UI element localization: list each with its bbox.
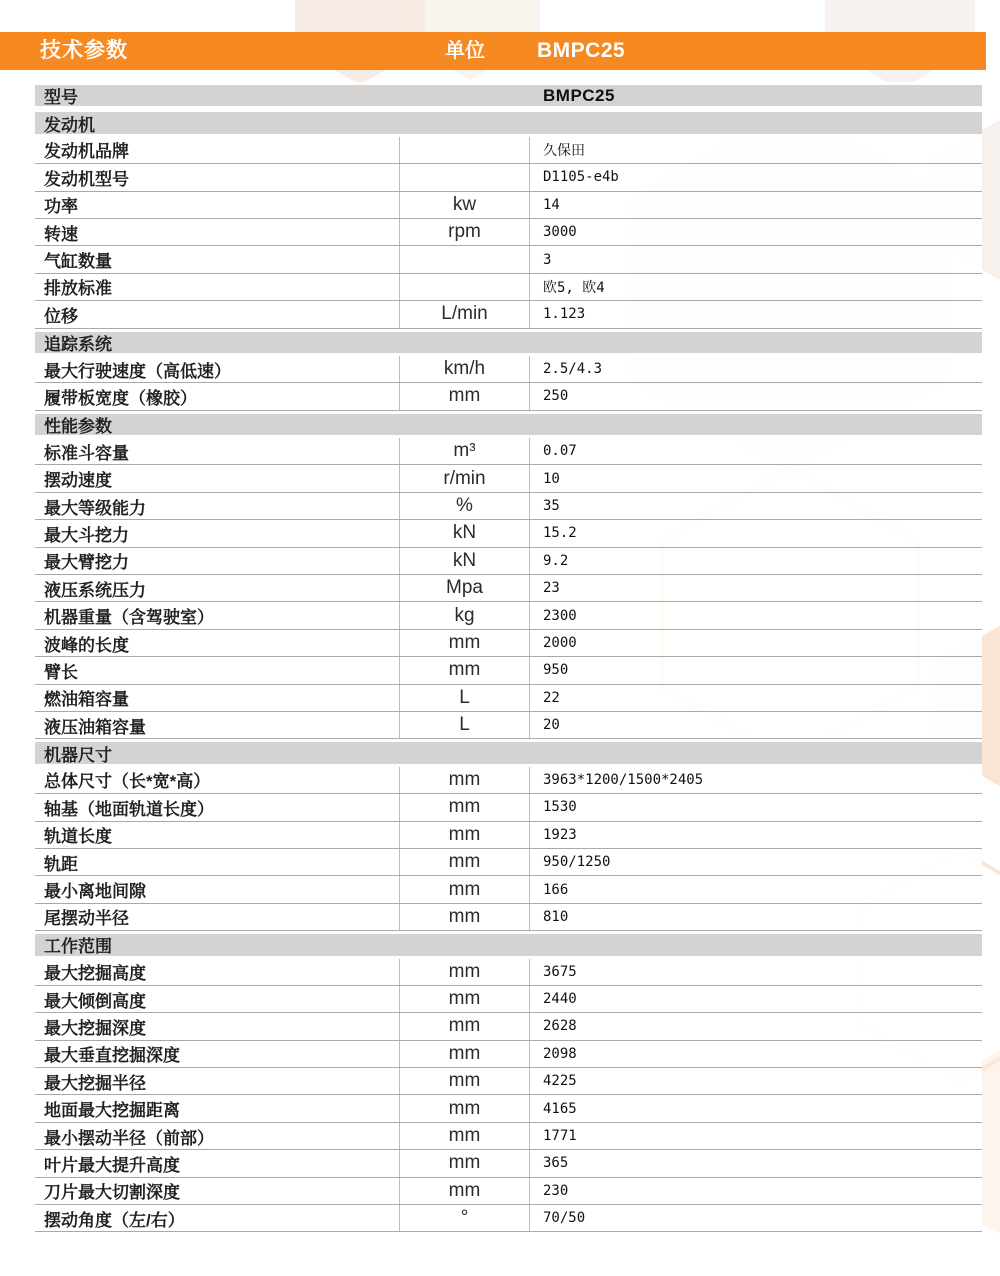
param-unit: mm xyxy=(400,1150,530,1176)
param-value: 久保田 xyxy=(543,142,585,159)
param-label: 臂长 xyxy=(35,657,400,683)
param-value: 23 xyxy=(543,580,560,597)
table-row xyxy=(35,1150,982,1177)
model-column-header: BMPC25 xyxy=(537,39,626,62)
table-row xyxy=(35,712,982,739)
section-label: 发动机 xyxy=(44,115,95,134)
param-label: 最大斗挖力 xyxy=(35,520,400,546)
param-value: 欧5, 欧4 xyxy=(543,279,605,296)
param-value: BMPC25 xyxy=(543,85,615,105)
param-unit: ° xyxy=(400,1205,530,1231)
param-value: 2300 xyxy=(543,607,577,624)
table-row xyxy=(35,1205,982,1232)
table-row xyxy=(35,876,982,903)
table-row xyxy=(35,794,982,821)
param-value: 950/1250 xyxy=(543,854,611,871)
param-unit: mm xyxy=(400,657,530,683)
section-header-row xyxy=(35,109,982,136)
param-value: 14 xyxy=(543,196,560,213)
section-label: 机器尺寸 xyxy=(44,745,112,764)
table-row xyxy=(35,767,982,794)
param-label: 液压油箱容量 xyxy=(35,712,400,738)
param-unit: kN xyxy=(400,520,530,546)
table-row xyxy=(35,1178,982,1205)
param-value: 2000 xyxy=(543,635,577,651)
param-unit: r/min xyxy=(400,465,530,491)
table-row xyxy=(35,685,982,712)
param-label: 轨道长度 xyxy=(35,822,400,848)
param-unit: mm xyxy=(400,794,530,820)
section-label: 工作范围 xyxy=(44,937,112,956)
param-label: 发动机品牌 xyxy=(35,137,400,163)
param-unit: rpm xyxy=(400,219,530,245)
param-unit: kw xyxy=(400,192,530,218)
param-unit: kN xyxy=(400,548,530,574)
param-label: 地面最大挖掘距离 xyxy=(35,1095,400,1121)
param-value: 4225 xyxy=(543,1073,577,1090)
param-unit: mm xyxy=(400,383,530,409)
param-value: 20 xyxy=(543,717,560,734)
table-row xyxy=(35,1041,982,1068)
param-value: 1923 xyxy=(543,826,577,843)
table-row xyxy=(35,246,982,273)
table-row xyxy=(35,274,982,301)
table-row xyxy=(35,219,982,246)
param-unit: mm xyxy=(400,1041,530,1067)
param-value: 950 xyxy=(543,662,569,679)
page-title: 技术参数 xyxy=(40,39,128,62)
param-label: 最大倾倒高度 xyxy=(35,986,400,1012)
param-unit xyxy=(400,274,530,300)
param-unit: mm xyxy=(400,849,530,875)
param-label: 最大臂挖力 xyxy=(35,548,400,574)
param-value: 250 xyxy=(543,388,569,405)
section-header-row xyxy=(35,411,982,438)
param-value: 3675 xyxy=(543,963,577,980)
param-label: 刀片最大切割深度 xyxy=(35,1178,400,1204)
param-label: 轴基（地面轨道长度） xyxy=(35,794,400,820)
param-value: 1530 xyxy=(543,799,577,816)
param-value: 1.123 xyxy=(543,306,586,323)
param-unit: % xyxy=(400,493,530,519)
param-value: 10 xyxy=(543,470,560,487)
param-unit xyxy=(400,137,530,163)
param-value: 3963*1200/1500*2405 xyxy=(543,771,704,788)
param-label: 功率 xyxy=(35,192,400,218)
param-label: 波峰的长度 xyxy=(35,630,400,656)
table-row xyxy=(35,493,982,520)
param-value: 2440 xyxy=(543,991,577,1008)
param-label: 摆动速度 xyxy=(35,465,400,491)
param-value: 15.2 xyxy=(543,525,577,542)
table-row xyxy=(35,959,982,986)
param-label: 最大挖掘深度 xyxy=(35,1013,400,1039)
table-row xyxy=(35,849,982,876)
table-row xyxy=(35,192,982,219)
section-header-row xyxy=(35,329,982,356)
param-label: 最大行驶速度（高低速） xyxy=(35,356,400,382)
param-unit: L xyxy=(400,685,530,711)
table-row xyxy=(35,822,982,849)
section-header-row xyxy=(35,931,982,958)
param-value: 1771 xyxy=(543,1128,577,1145)
table-row xyxy=(35,1123,982,1150)
param-label: 排放标准 xyxy=(35,274,400,300)
param-unit: mm xyxy=(400,767,530,793)
param-unit: mm xyxy=(400,1123,530,1149)
param-label: 最大挖掘高度 xyxy=(35,959,400,985)
param-unit xyxy=(400,246,530,272)
param-label: 液压系统压力 xyxy=(35,575,400,601)
param-label: 标准斗容量 xyxy=(35,438,400,464)
param-label: 叶片最大提升高度 xyxy=(35,1150,400,1176)
param-label: 最大等级能力 xyxy=(35,493,400,519)
table-row xyxy=(35,986,982,1013)
param-value: 230 xyxy=(543,1182,569,1199)
param-unit: Mpa xyxy=(400,575,530,601)
spec-table xyxy=(35,82,982,1232)
param-unit: mm xyxy=(400,822,530,848)
table-row xyxy=(35,520,982,547)
section-header-row xyxy=(35,739,982,766)
param-label: 型号 xyxy=(44,88,78,107)
table-row xyxy=(35,602,982,629)
param-unit: mm xyxy=(400,1178,530,1204)
param-value: 22 xyxy=(543,689,560,706)
param-value: 70/50 xyxy=(543,1210,586,1227)
param-unit: mm xyxy=(400,986,530,1012)
header-bar xyxy=(0,32,986,70)
param-value: 2628 xyxy=(543,1018,577,1035)
param-unit xyxy=(400,164,530,190)
table-row xyxy=(35,301,982,328)
table-row xyxy=(35,1013,982,1040)
param-label: 最大垂直挖掘深度 xyxy=(35,1041,400,1067)
table-row xyxy=(35,657,982,684)
table-row xyxy=(35,575,982,602)
table-row xyxy=(35,1068,982,1095)
param-unit: mm xyxy=(400,1095,530,1121)
param-value: D1105-e4b xyxy=(543,169,619,186)
param-value: 365 xyxy=(543,1155,569,1172)
param-label: 机器重量（含驾驶室） xyxy=(35,602,400,628)
param-unit: mm xyxy=(400,630,530,656)
param-label: 最小离地间隙 xyxy=(35,876,400,902)
param-label: 最小摆动半径（前部） xyxy=(35,1123,400,1149)
param-label: 最大挖掘半径 xyxy=(35,1068,400,1094)
table-row xyxy=(35,383,982,410)
param-label: 尾摆动半径 xyxy=(35,904,400,930)
param-unit: L xyxy=(400,712,530,738)
param-label: 燃油箱容量 xyxy=(35,685,400,711)
table-row xyxy=(35,630,982,657)
param-label: 履带板宽度（橡胶） xyxy=(35,383,400,409)
table-row xyxy=(35,438,982,465)
table-row xyxy=(35,465,982,492)
section-label: 追踪系统 xyxy=(44,334,112,353)
param-label: 摆动角度（左/右） xyxy=(35,1205,400,1231)
param-value: 3 xyxy=(543,251,552,268)
param-unit xyxy=(400,85,530,106)
param-value: 2.5/4.3 xyxy=(543,361,603,378)
param-value: 166 xyxy=(543,881,569,898)
param-value: 35 xyxy=(543,498,560,515)
param-unit: kg xyxy=(400,602,530,628)
param-value: 9.2 xyxy=(543,552,569,569)
param-label: 总体尺寸（长*宽*高） xyxy=(35,767,400,793)
param-unit: L/min xyxy=(400,301,530,327)
table-row xyxy=(35,137,982,164)
table-row xyxy=(35,82,982,109)
table-row xyxy=(35,356,982,383)
param-label: 位移 xyxy=(35,301,400,327)
param-unit: km/h xyxy=(400,356,530,382)
param-label: 轨距 xyxy=(35,849,400,875)
param-value: 4165 xyxy=(543,1100,577,1117)
param-unit: mm xyxy=(400,1068,530,1094)
param-unit: m³ xyxy=(400,438,530,464)
table-row xyxy=(35,904,982,931)
table-row xyxy=(35,548,982,575)
param-label: 气缸数量 xyxy=(35,246,400,272)
param-unit: mm xyxy=(400,876,530,902)
param-unit: mm xyxy=(400,904,530,930)
section-label: 性能参数 xyxy=(44,416,112,436)
param-unit: mm xyxy=(400,959,530,985)
unit-column-header: 单位 xyxy=(445,40,485,62)
table-row xyxy=(35,164,982,191)
param-value: 0.07 xyxy=(543,443,577,460)
table-row xyxy=(35,1095,982,1122)
param-value: 810 xyxy=(543,908,569,925)
param-label: 转速 xyxy=(35,219,400,245)
param-label: 发动机型号 xyxy=(35,164,400,190)
param-value: 3000 xyxy=(543,224,577,241)
param-value: 2098 xyxy=(543,1045,577,1062)
param-unit: mm xyxy=(400,1013,530,1039)
